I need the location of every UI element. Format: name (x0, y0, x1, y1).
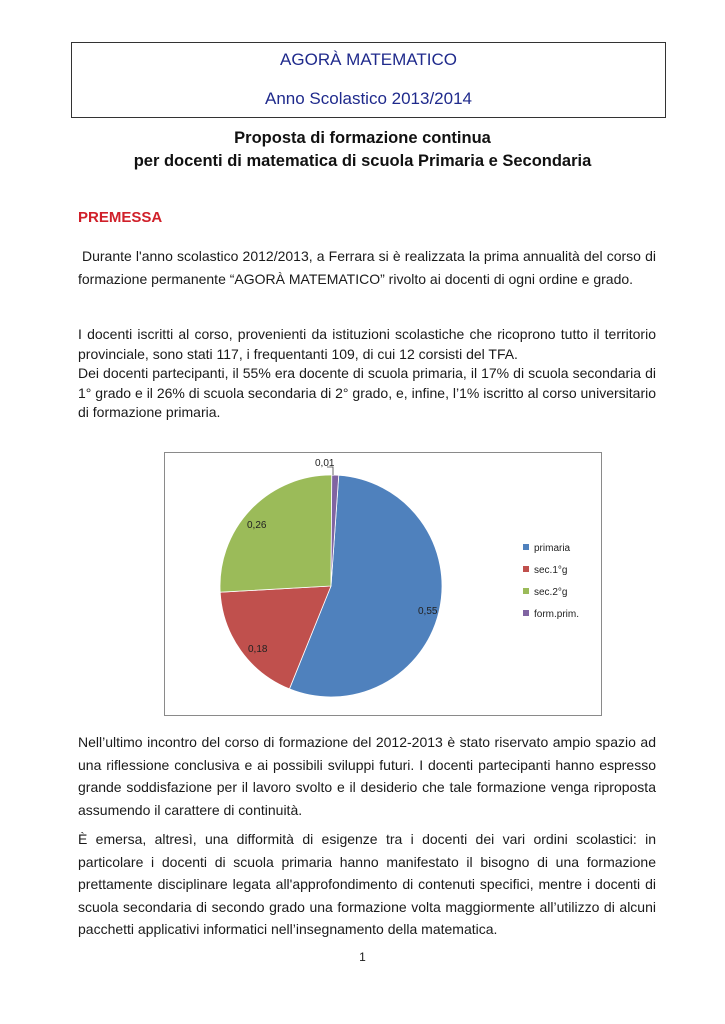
section-heading: PREMESSA (78, 209, 163, 226)
page-number: 1 (359, 950, 366, 964)
legend-swatch-0 (523, 544, 529, 550)
header-box (71, 42, 666, 118)
paragraph-participants: Dei docenti partecipanti, il 55% era docente di scuola primaria, il 17% di scuola secondaria di 1° grado e il 26% di scuola secondaria di 2° grado, e, infine, l’1% iscritto al corso universitario di formazione primaria. (78, 365, 656, 420)
legend-label-2: sec.2°g (534, 587, 568, 598)
pie-value-label-1: 0,18 (248, 644, 268, 655)
pie-chart (164, 452, 602, 716)
legend-swatch-1 (523, 566, 529, 572)
paragraph-enrollment: I docenti iscritti al corso, provenienti da istituzioni scolastiche che ricoprono tutto il territorio provinciale, sono stati 117, i frequentanti 109, di cui 12 corsisti del TFA. (78, 326, 656, 362)
paragraph-intro: Durante l'anno scolastico 2012/2013, a Ferrara si è realizzata la prima annualità del corso di formazione permanente “AGORÀ MATEMATICO” rivolto ai docenti di ogni ordine e grado. (78, 248, 656, 287)
proposal-title-line2: per docenti di matematica di scuola Primaria e Secondaria (133, 152, 592, 170)
pie-value-label-0: 0,55 (418, 606, 438, 617)
pie-slice-2 (220, 475, 332, 592)
proposal-title-line1: Proposta di formazione continua (234, 129, 491, 147)
legend-label-0: primaria (534, 543, 571, 554)
paragraph-conclusion: Nell’ultimo incontro del corso di formazione del 2012-2013 è stato riservato ampio spazio ad una riflessione conclusiva e ai possibili sviluppi futuri. I docenti partecipanti hanno espresso grande soddisfazione per il lavoro svolto e il desiderio che tale formazione venga riproposta assumendo il carattere di continuità. (78, 734, 656, 818)
paragraph-needs: È emersa, altresì, una difformità di esigenze tra i docenti dei vari ordini scolastici: in particolare i docenti di scuola primaria hanno manifestato il bisogno di una formazione prettamente disciplinare legata all'approfondimento di contenuti specifici, mentre i docenti di scuola secondaria di secondo grado una formazione volta maggiormente all’utilizzo di alcuni pacchetti applicativi informatici nell’insegnamento della matematica. (78, 831, 656, 937)
legend-swatch-3 (523, 610, 529, 616)
legend-label-1: sec.1°g (534, 565, 568, 576)
document-title: AGORÀ MATEMATICO (280, 50, 457, 69)
pie-chart-svg (165, 453, 601, 715)
legend-label-3: form.prim. (534, 609, 579, 620)
pie-value-label-2: 0,26 (247, 520, 267, 531)
school-year: Anno Scolastico 2013/2014 (265, 89, 472, 108)
pie-value-label-3: 0,01 (315, 458, 335, 469)
legend-swatch-2 (523, 588, 529, 594)
